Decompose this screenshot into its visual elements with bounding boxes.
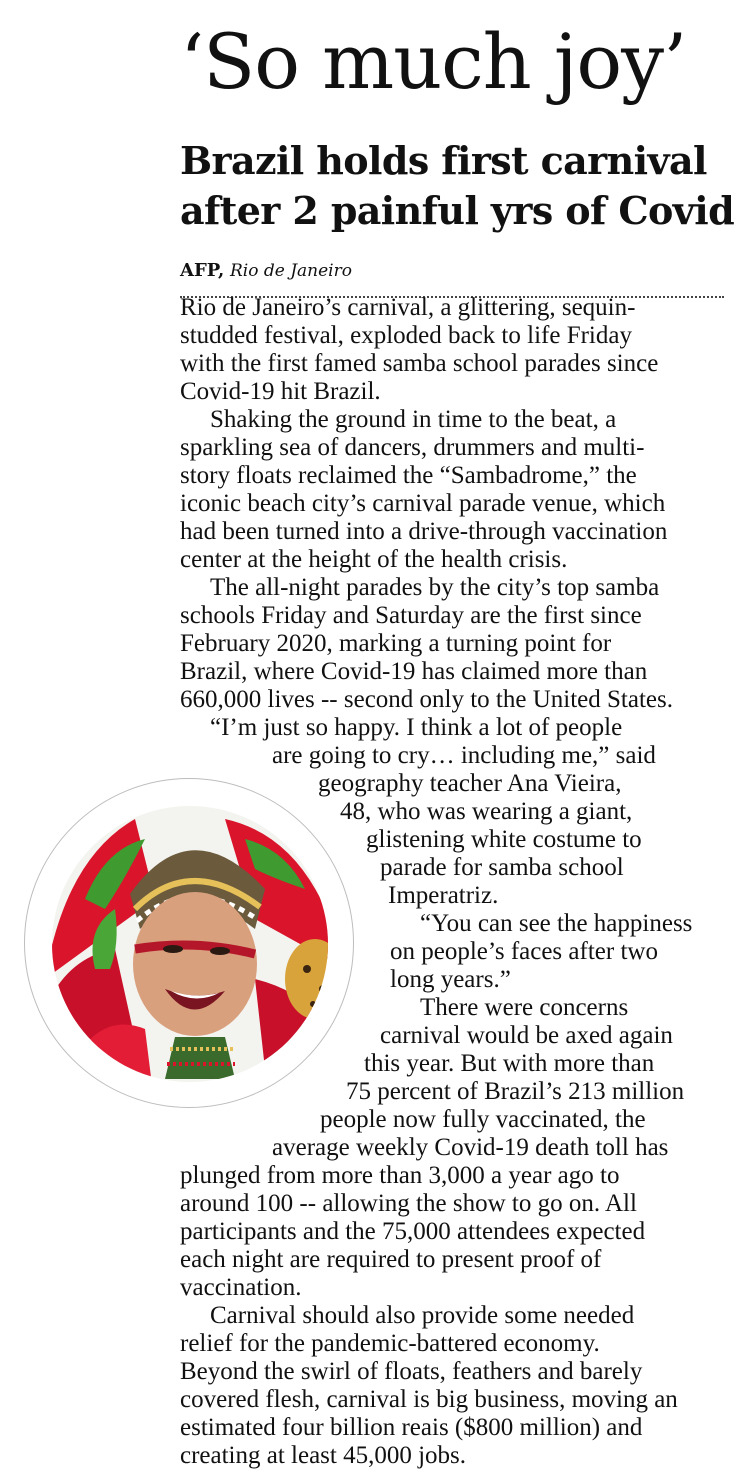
body-line: “I’m just so happy. I think a lot of people bbox=[210, 714, 623, 741]
body-line: Carnival should also provide some needed bbox=[210, 1302, 635, 1329]
body-line: on people’s faces after two bbox=[390, 938, 658, 965]
body-line: The all-night parades by the city’s top samba bbox=[210, 574, 660, 601]
byline bbox=[180, 260, 352, 281]
body-line: covered flesh, carnival is big business, moving an bbox=[180, 1386, 678, 1413]
body-line: estimated four billion reais ($800 million) and bbox=[180, 1414, 643, 1441]
body-line: iconic beach city’s carnival parade venue, which bbox=[180, 490, 666, 517]
subheadline-line-2: after 2 painful yrs of Covid bbox=[180, 188, 735, 233]
body-line: people now fully vaccinated, the bbox=[320, 1106, 646, 1133]
body-line: vaccination. bbox=[180, 1274, 302, 1301]
body-line: creating at least 45,000 jobs. bbox=[180, 1442, 467, 1469]
body-line: 75 percent of Brazil’s 213 million bbox=[346, 1078, 685, 1105]
body-line: this year. But with more than bbox=[364, 1050, 655, 1077]
headline: ‘So much joy’ bbox=[180, 17, 687, 106]
body-line: parade for samba school bbox=[380, 854, 624, 881]
carnival-dancer-photo bbox=[24, 778, 354, 1108]
body-line: each night are required to present proof of bbox=[180, 1246, 602, 1273]
body-line: around 100 -- allowing the show to go on. All bbox=[180, 1190, 637, 1217]
body-line: “You can see the happiness bbox=[420, 910, 693, 937]
body-line: There were concerns bbox=[420, 994, 629, 1021]
body-line: Brazil, where Covid-19 has claimed more than bbox=[180, 658, 648, 685]
body-line: long years.” bbox=[390, 966, 511, 993]
subheadline bbox=[180, 136, 735, 236]
body-line: schools Friday and Saturday are the first since bbox=[180, 602, 642, 629]
body-line: had been turned into a drive-through vaccination bbox=[180, 518, 668, 545]
body-line: center at the height of the health crisis. bbox=[180, 546, 568, 573]
body-line: geography teacher Ana Vieira, bbox=[318, 770, 622, 797]
dancer-illustration bbox=[25, 779, 355, 1109]
body-line: carnival would be axed again bbox=[380, 1022, 673, 1049]
body-line: February 2020, marking a turning point for bbox=[180, 630, 612, 657]
body-line: 48, who was wearing a giant, bbox=[340, 798, 633, 825]
body-line: Imperatriz. bbox=[388, 882, 499, 909]
body-line: are going to cry… including me,” said bbox=[272, 742, 656, 769]
body-line: participants and the 75,000 attendees expected bbox=[180, 1218, 646, 1245]
body-line: plunged from more than 3,000 a year ago to bbox=[180, 1162, 620, 1189]
body-line: Shaking the ground in time to the beat, a bbox=[210, 406, 617, 433]
body-line: with the first famed samba school parades since bbox=[180, 350, 659, 377]
byline-dateline: Rio de Janeiro bbox=[229, 261, 352, 281]
byline-agency: AFP, bbox=[180, 260, 225, 281]
body-line: average weekly Covid-19 death toll has bbox=[272, 1134, 669, 1161]
body-line: Covid-19 hit Brazil. bbox=[180, 378, 381, 405]
body-line: relief for the pandemic-battered economy. bbox=[180, 1330, 600, 1357]
body-line: studded festival, exploded back to life Friday bbox=[180, 322, 632, 349]
body-line: story floats reclaimed the “Sambadrome,” the bbox=[180, 462, 637, 489]
subheadline-line-1: Brazil holds first carnival bbox=[180, 138, 707, 183]
body-line: Rio de Janeiro’s carnival, a glittering, sequin- bbox=[180, 294, 636, 321]
body-line: Beyond the swirl of floats, feathers and barely bbox=[180, 1358, 643, 1385]
body-line: glistening white costume to bbox=[366, 826, 642, 853]
body-line: sparkling sea of dancers, drummers and multi- bbox=[180, 434, 645, 461]
body-line: 660,000 lives -- second only to the United States. bbox=[180, 686, 673, 713]
